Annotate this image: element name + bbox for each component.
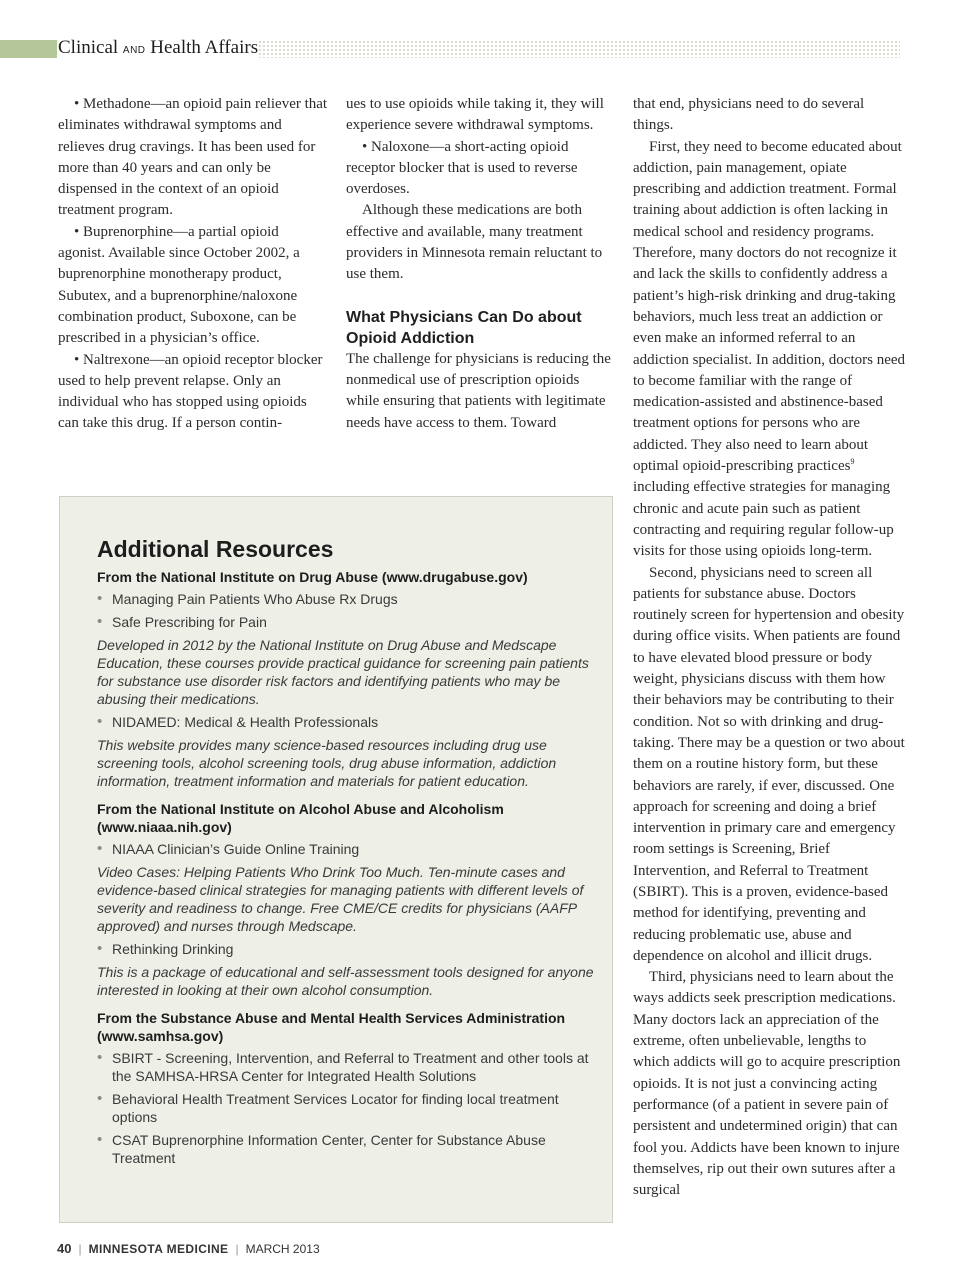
paragraph-methadone: • Methadone—an opioid pain reliever that eliminates withdrawal symptoms and relieves drug cravings. It has been used for more than 40 years and can only be dispensed in the context of an opioid treatment program. [58, 96, 328, 219]
resource-description: This is a package of educational and self-assessment tools designed for anyone interested in looking at their own alcohol consumption. [97, 964, 594, 998]
resource-item: • Behavioral Health Treatment Services Locator for finding local treatment options [97, 1090, 597, 1126]
additional-resources-box [59, 496, 613, 1223]
resource-description: This website provides many science-based resources including drug use screening tools, alcohol screening tools, drug abuse information, addiction information, treatment information and materials for patient education. [97, 737, 557, 789]
paragraph-second: Second, physicians need to screen all patients for substance abuse. Doctors routinely screen for hypertension and obesity during office visits. When patients are found to have elevated blood pressure or body weight, physicians discuss with them how their behaviors may be contributing to their condition. Not so with drinking and drug-taking. There may be a question or two about them on a routine history form, but these behaviors are rarely, if ever, discussed. One approach for screening and doing a brief intervention in primary care and emergency room settings is Screening, Brief Intervention, and Referral to Treatment (SBIRT). This is a proven, evidence-based method for identifying, preventing and reducing problematic use, abuse and dependence on alcohol and illicit drugs. [633, 564, 905, 964]
issue-date: MARCH 2013 [245, 1242, 320, 1256]
paragraph-that-end: that end, physicians need to do several things. [633, 96, 865, 134]
paragraph-third: Third, physicians need to learn about the ways addicts seek prescription medications. Many doctors lack an appreciation of the extreme, often unbelievable, lengths to which addicts will go to acquire prescription opioids. It is not just a convincing acting performance (of a patient in severe pain of persistent and undetermined origin) that can fool you. Addicts have been known to injure themselves, rip out their own sutures after a surgical [633, 969, 901, 1199]
paragraph-naltrexone: • Naltrexone—an opioid receptor blocker used to help prevent relapse. Only an individual who has stopped using opioids can take this drug. If a person contin- [58, 351, 323, 432]
resources-title: Additional Resources [97, 536, 334, 562]
resource-source-samhsa: From the Substance Abuse and Mental Health Services Administration (www.samhsa.gov) [97, 1010, 566, 1044]
resource-item: • Safe Prescribing for Pain [97, 613, 597, 631]
resource-description: Developed in 2012 by the National Institute on Drug Abuse and Medscape Education, these courses provide practical guidance for screening pain patients for substance use disorder risk factors and identifying patients who may be abusing their medications. [97, 637, 589, 707]
resource-item: • SBIRT - Screening, Intervention, and Referral to Treatment and other tools at the SAMHSA-HRSA Center for Integrated Health Solutions [97, 1049, 597, 1085]
section-title: Clinical AND Health Affairs [58, 37, 259, 58]
citation-superscript: 9 [850, 457, 855, 467]
resource-item: • Rethinking Drinking [97, 940, 597, 958]
resource-source-niaaa: From the National Institute on Alcohol Abuse and Alcoholism (www.niaaa.nih.gov) [97, 801, 504, 835]
footer-separator: | [235, 1242, 239, 1256]
resource-item: • CSAT Buprenorphine Information Center, Center for Substance Abuse Treatment [97, 1131, 597, 1167]
header-dotted-rule [258, 40, 900, 58]
text-column-1 [58, 94, 328, 435]
paragraph-challenge: The challenge for physicians is reducing the nonmedical use of prescription opioids while ensuring that patients with legitimate needs have access to them. Toward [346, 350, 611, 431]
paragraph-naloxone: • Naloxone—a short-acting opioid receptor blocker that is used to reverse overdoses. [346, 138, 578, 198]
footer-separator: | [78, 1242, 82, 1256]
section-header [0, 37, 900, 58]
resource-item: • NIAAA Clinician’s Guide Online Training [97, 840, 597, 858]
section-heading: What Physicians Can Do about Opioid Addiction [346, 308, 582, 347]
publication-name: MINNESOTA MEDICINE [88, 1242, 229, 1256]
page-number: 40 [57, 1241, 72, 1256]
resource-source-nida: From the National Institute on Drug Abuse (www.drugabuse.gov) [97, 569, 528, 585]
paragraph-continued: ues to use opioids while taking it, they will experience severe withdrawal symptoms. [346, 96, 604, 134]
header-accent-bar [0, 40, 57, 58]
resource-description: Video Cases: Helping Patients Who Drink Too Much. Ten-minute cases and evidence-based clinical strategies for managing patients with different levels of severity and readiness to change. Free CME/CE credits for physicians (AAFP approved) and nurses through Medscape. [97, 864, 584, 934]
resource-item: • Managing Pain Patients Who Abuse Rx Drugs [97, 590, 597, 608]
text-column-2 [346, 94, 616, 434]
text-column-3 [633, 94, 905, 1201]
paragraph-reluctant: Although these medications are both effective and available, many treatment providers in Minnesota remain reluctant to use them. [346, 202, 603, 283]
resource-item: • NIDAMED: Medical & Health Professionals [97, 713, 597, 731]
paragraph-first: First, they need to become educated about addiction, pain management, opiate prescribing and addiction treatment. Formal training about addiction is often lacking in medical school and residency programs. Therefore, many doctors do not recognize it and lack the skills to confidently address a patient’s high-risk drinking and drug-taking behaviors, much less treat an addiction or even make an informed referral to an addiction specialist. In addition, doctors need to become familiar with the range of medication-assisted and abstinence-based treatment options for persons who are addicted. They also need to learn about optimal opioid-prescribing practices$^9$ including effective strategies for managing chronic and acute pain such as patient contracting and requiring regular follow-up visits for those using opioids long-term. [633, 138, 906, 560]
paragraph-buprenorphine: • Buprenorphine—a partial opioid agonist. Available since October 2002, a buprenorphine monotherapy product, Subutex, and a buprenorphine/naloxone combination product, Suboxone, can be prescribed in a physician’s office. [58, 223, 300, 347]
page-footer [57, 1241, 320, 1256]
